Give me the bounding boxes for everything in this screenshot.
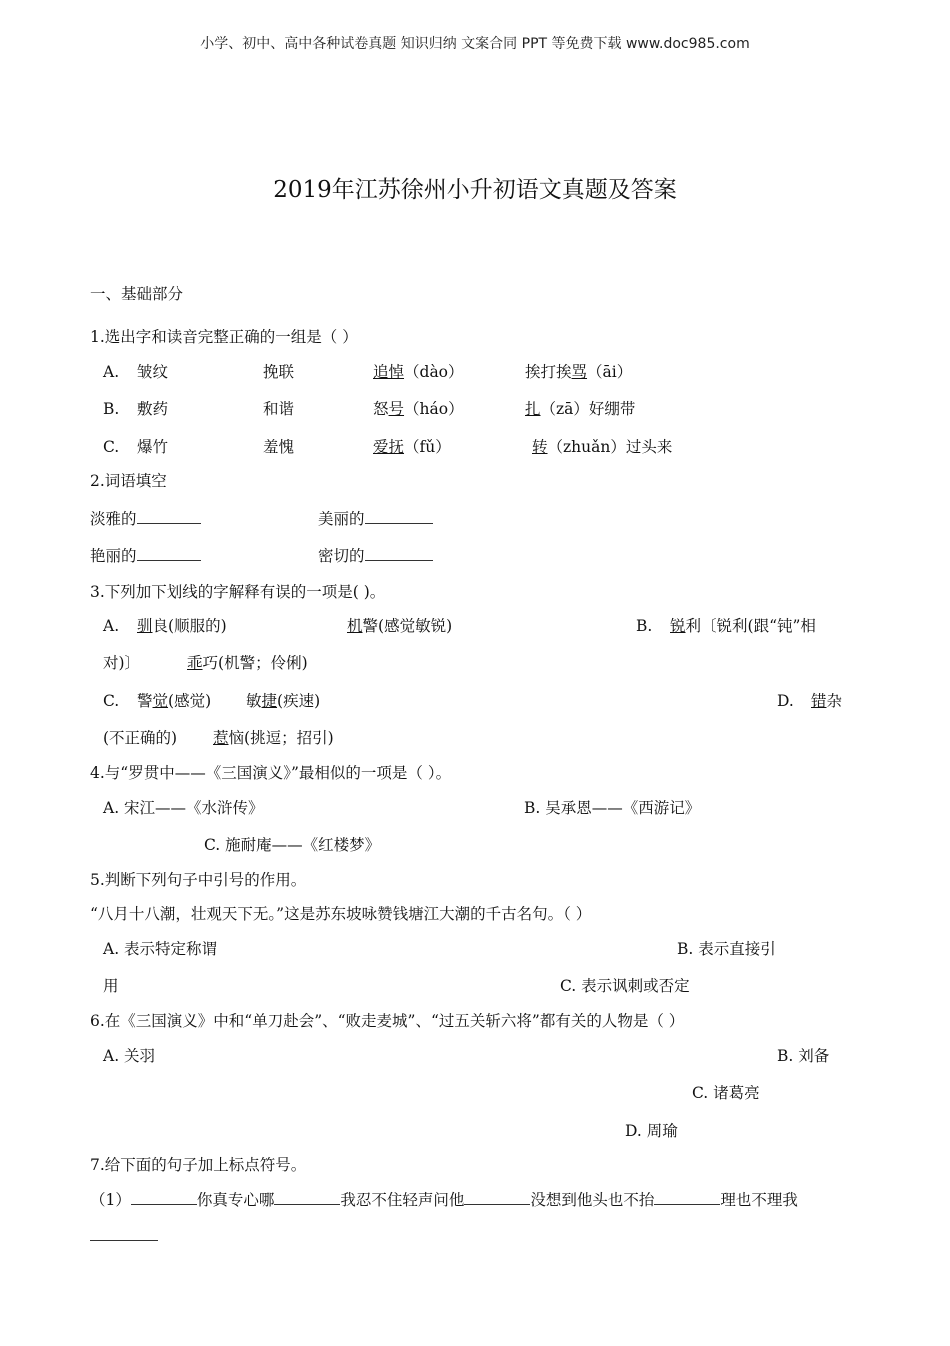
q6-option-d: D. 周瑜 — [625, 1122, 678, 1140]
q5-quote: “八月十八潮，壮观天下无。”这是苏东坡咏赞钱塘江大潮的千古名句。（ ） — [90, 905, 592, 923]
pinyin: （zhuǎn）过头来 — [547, 438, 673, 456]
fill-blank[interactable] — [654, 1190, 720, 1205]
plain-text: 利〔锐利(跟“钝”相 — [685, 617, 816, 635]
plain-text: 艳丽的 — [90, 547, 137, 565]
q3-d-item1-cont: (不正确的) — [103, 729, 178, 747]
q1-b-word3 — [373, 399, 464, 419]
underlined-text: 转 — [532, 438, 548, 456]
q3-c-item2 — [246, 691, 320, 711]
q2-item-4 — [318, 546, 433, 566]
underlined-text: 号 — [388, 400, 405, 418]
q4-option-c: C. 施耐庵——《红楼梦》 — [204, 836, 381, 854]
q5-option-b-cont: 用 — [103, 977, 119, 995]
q6-stem: 6.在《三国演义》中和“单刀赴会”、“败走麦城”、“过五关斩六将”都有关的人物是（ ） — [90, 1012, 685, 1030]
plain-text: 你真专心哪 — [196, 1191, 275, 1209]
underlined-text: 骂 — [571, 363, 588, 381]
q1-b-letter: B. — [103, 400, 120, 418]
q3-d-item2 — [213, 728, 334, 748]
q3-d-letter: D. — [777, 692, 794, 710]
pinyin: （zā）好绷带 — [540, 400, 636, 418]
plain-text: 密切的 — [318, 547, 365, 565]
q1-a-word3 — [373, 362, 464, 382]
q3-b-letter: B. — [636, 617, 653, 635]
plain-text: 警 — [137, 692, 153, 710]
pinyin: （āi） — [587, 363, 633, 381]
underlined-text: 捷 — [261, 692, 278, 710]
q1-a-word4 — [525, 362, 632, 382]
q3-c-letter: C. — [103, 692, 120, 710]
fill-blank[interactable] — [90, 1226, 158, 1241]
section-heading: 一、基础部分 — [90, 285, 184, 303]
plain-text: 恼(挑逗；招引) — [228, 729, 334, 747]
q1-c-word4 — [532, 437, 672, 457]
plain-text: 挨打挨 — [525, 363, 572, 381]
q3-b-item1-cont: 对)〕 — [103, 654, 141, 672]
plain-text: (疾速) — [277, 692, 321, 710]
q1-b-word2: 和谐 — [263, 400, 295, 418]
pinyin: （fǔ） — [404, 438, 451, 456]
page-title: 2019年江苏徐州小升初语文真题及答案 — [273, 177, 677, 203]
fill-blank[interactable] — [365, 509, 433, 524]
underlined-text: 驯 — [137, 617, 153, 635]
fill-blank[interactable] — [137, 509, 201, 524]
underlined-text: 乖 — [187, 654, 203, 672]
plain-text: 理也不理我 — [720, 1191, 798, 1209]
q1-c-word3 — [373, 437, 451, 457]
underlined-text: 扎 — [525, 400, 541, 418]
q5-stem: 5.判断下列句子中引号的作用。 — [90, 871, 307, 889]
q1-stem: 1.选出字和读音完整正确的一组是（ ） — [90, 328, 358, 346]
fill-blank[interactable] — [365, 546, 433, 561]
q7-stem: 7.给下面的句子加上标点符号。 — [90, 1156, 307, 1174]
underlined-text: 机 — [347, 617, 363, 635]
plain-text: 淡雅的 — [90, 510, 137, 528]
plain-text: 美丽的 — [318, 510, 365, 528]
q4-stem: 4.与“罗贯中——《三国演义》”最相似的一项是（ ）。 — [90, 764, 452, 782]
item-number: （1） — [90, 1191, 131, 1209]
q3-stem: 3.下列加下划线的字解释有误的一项是( )。 — [90, 583, 386, 601]
fill-blank[interactable] — [274, 1190, 340, 1205]
plain-text: (感觉) — [168, 692, 212, 710]
plain-text: 警(感觉敏锐) — [362, 617, 453, 635]
q7-sentence — [90, 1190, 798, 1210]
q5-option-a: A. 表示特定称谓 — [103, 940, 218, 958]
q3-b-item1 — [670, 616, 816, 636]
plain-text: 敏 — [246, 692, 262, 710]
fill-blank[interactable] — [131, 1190, 197, 1205]
underlined-text: 追悼 — [373, 363, 405, 381]
plain-text: 良(顺服的) — [152, 617, 227, 635]
q1-b-word1: 敷药 — [137, 400, 169, 418]
q1-c-word2: 羞愧 — [263, 438, 295, 456]
q2-item-2 — [318, 509, 433, 529]
q1-c-word1: 爆竹 — [137, 438, 169, 456]
q2-stem: 2.词语填空 — [90, 472, 167, 490]
q4-option-b: B. 吴承恩——《西游记》 — [524, 799, 701, 817]
q3-a-item1 — [137, 616, 227, 636]
q3-a-letter: A. — [103, 617, 120, 635]
plain-text: 没想到他头也不抬 — [530, 1191, 655, 1209]
plain-text: 巧(机警；伶俐) — [202, 654, 308, 672]
q5-option-b: B. 表示直接引 — [677, 940, 776, 958]
underlined-text: 错 — [811, 692, 827, 710]
q6-option-c: C. 诸葛亮 — [692, 1084, 760, 1102]
underlined-text: 觉 — [152, 692, 169, 710]
fill-blank[interactable] — [137, 546, 201, 561]
fill-blank[interactable] — [464, 1190, 530, 1205]
q6-option-a: A. 关羽 — [103, 1047, 156, 1065]
plain-text: 怒 — [373, 400, 389, 418]
q3-c-item1 — [137, 691, 211, 711]
plain-text: 我忍不住轻声问他 — [340, 1191, 465, 1209]
pinyin: （dào） — [404, 363, 464, 381]
q2-item-3 — [90, 546, 201, 566]
q5-option-c: C. 表示讽刺或否定 — [560, 977, 690, 995]
q1-b-word4 — [525, 399, 635, 419]
q6-option-b: B. 刘备 — [777, 1047, 830, 1065]
underlined-text: 惹 — [213, 729, 229, 747]
plain-text: 杂 — [826, 692, 843, 710]
q1-a-letter: A. — [103, 363, 120, 381]
q1-a-word1: 皱纹 — [137, 363, 169, 381]
underlined-text: 爱抚 — [373, 438, 405, 456]
q1-a-word2: 挽联 — [263, 363, 295, 381]
q7-sentence-cont — [90, 1226, 158, 1246]
site-header: 小学、初中、高中各种试卷真题 知识归纳 文案合同 PPT 等免费下载 www.doc985.com — [200, 36, 750, 52]
underlined-text: 锐 — [670, 617, 686, 635]
q3-a-item2 — [347, 616, 452, 636]
q1-c-letter: C. — [103, 438, 120, 456]
pinyin: （háo） — [404, 400, 464, 418]
q2-item-1 — [90, 509, 201, 529]
q3-b-item2 — [187, 653, 308, 673]
q4-option-a: A. 宋江——《水浒传》 — [103, 799, 264, 817]
q3-d-item1 — [811, 691, 842, 711]
